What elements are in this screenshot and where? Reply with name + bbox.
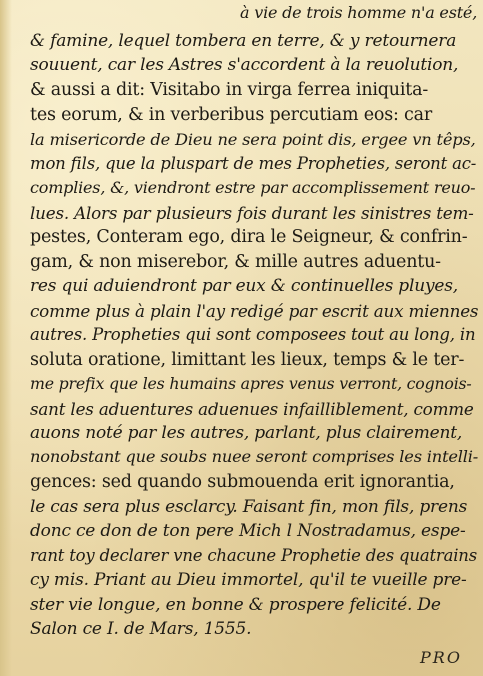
text-line-1: à vie de trois homme n'a esté,: [240, 3, 478, 22]
text-line-8: complies, &, viendront estre par accomplissement reuo-: [30, 178, 476, 197]
catchword: PRO: [420, 648, 462, 667]
page-gutter-shadow: [0, 0, 12, 676]
text-line-6: la misericorde de Dieu ne sera point dis, ergee vn têps,: [30, 130, 476, 149]
text-line-10: pestes, Conteram ego, dira le Seigneur, & confrin-: [30, 227, 468, 247]
text-line-15: soluta oratione, limittant les lieux, temps & le ter-: [30, 350, 465, 370]
text-line-24: cy mis. Priant au Dieu immortel, qu'il te vueille pre-: [30, 570, 467, 590]
text-line-12: res qui aduiendront par eux & continuelles pluyes,: [30, 276, 458, 296]
text-line-5: tes eorum, & in verberibus percutiam eos: car: [30, 105, 433, 125]
text-line-18: auons noté par les autres, parlant, plus clairement,: [30, 423, 463, 443]
text-line-21: le cas sera plus esclarcy. Faisant fin, mon fils, prens: [30, 497, 468, 517]
text-line-19: nonobstant que soubs nuee seront comprises les intelli-: [30, 447, 479, 466]
text-line-3: souuent, car les Astres s'accordent à la reuolution,: [30, 55, 459, 75]
text-line-20: gences: sed quando submouenda erit ignorantia,: [30, 472, 455, 492]
text-line-23: rant toy declarer vne chacune Prophetie des quatrains: [30, 546, 477, 565]
text-line-17: sant les aduentures aduenues infailliblement, comme: [30, 399, 474, 419]
text-line-26: Salon ce I. de Mars, 1555.: [30, 619, 252, 639]
text-line-13: comme plus à plain l'ay redigé par escrit aux miennes: [30, 301, 479, 321]
text-line-22: donc ce don de ton pere Mich l Nostradamus, espe-: [30, 521, 466, 541]
text-line-14: autres. Propheties qui sont composees tout au long, in: [30, 325, 476, 344]
text-line-4: & aussi a dit: Visitabo in virga ferrea iniquita-: [30, 80, 429, 100]
text-line-7: mon fils, que la pluspart de mes Propheties, seront ac-: [30, 154, 477, 173]
text-line-11: gam, & non miserebor, & mille autres aduentu-: [30, 252, 441, 272]
text-line-9: lues. Alors par plusieurs fois durant les sinistres tem-: [30, 203, 474, 223]
text-line-2: & famine, lequel tombera en terre, & y retournera: [30, 31, 457, 51]
text-line-25: ster vie longue, en bonne & prospere felicité. De: [30, 595, 441, 615]
text-line-16: me prefix que les humains apres venus verront, cognois-: [30, 374, 472, 393]
